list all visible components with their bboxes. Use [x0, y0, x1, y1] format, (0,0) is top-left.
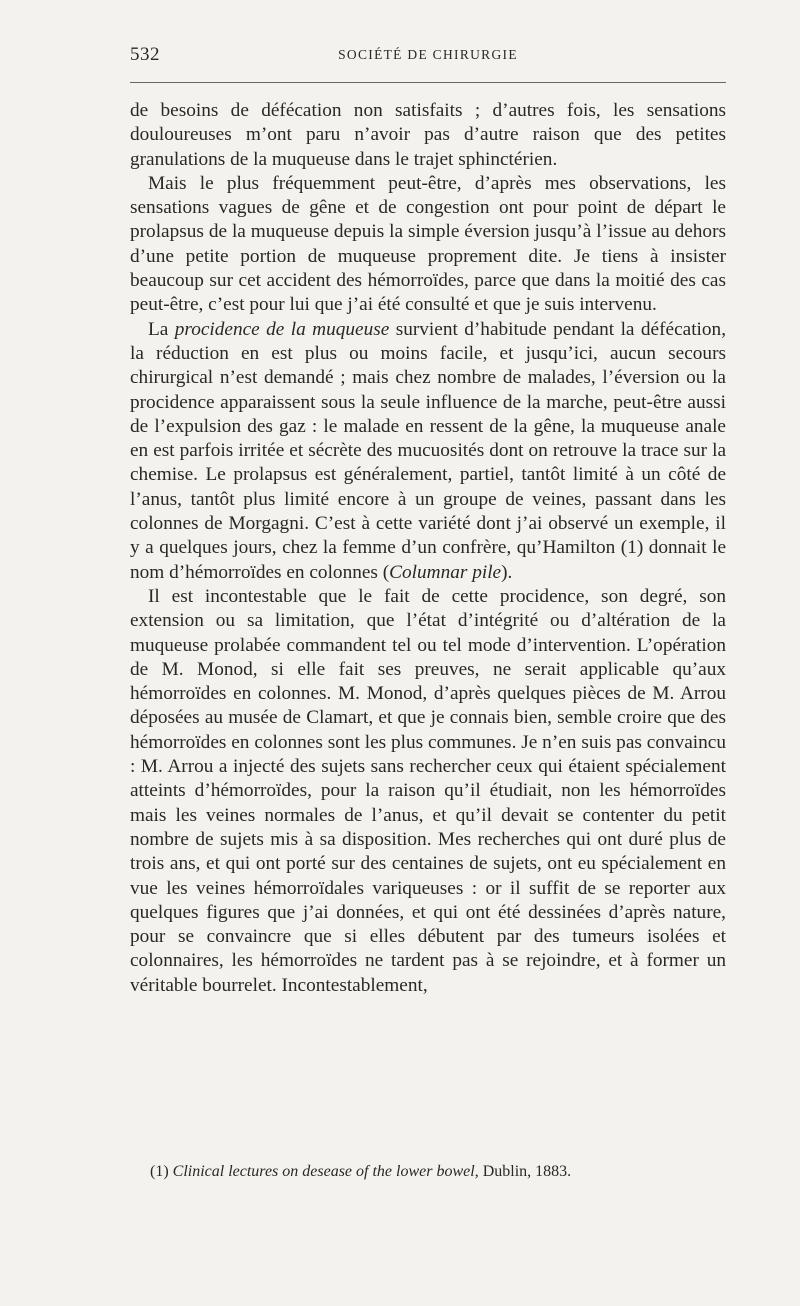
footnote	[150, 1162, 726, 1182]
italic-term-procidence: procidence de la muqueuse	[174, 318, 390, 340]
page-number: 532	[130, 44, 160, 65]
paragraph-procidence	[130, 318, 726, 585]
paragraph-lead: La	[148, 318, 175, 340]
page-header	[130, 44, 726, 66]
header-rule	[130, 82, 726, 83]
running-title: SOCIÉTÉ DE CHIRURGIE	[338, 47, 518, 62]
footnote-title: Clinical lectures on desease of the lower bowel	[172, 1163, 475, 1180]
footnote-marker: (1)	[150, 1163, 173, 1180]
paragraph-continuation: de besoins de défécation non satisfaits ; d’autres fois, les sensations douloureuses m’ont paru n’avoir pas d’autre raison que des petites granulations de la muqueuse dans le trajet sphinctérien.	[130, 100, 726, 170]
footnote-publication: , Dublin, 1883.	[474, 1163, 572, 1180]
paragraph-tail: ).	[501, 561, 513, 583]
paragraph-body: survient d’habitude pendant la défécation, la réduction en est plus ou moins facile, et jusqu’ici, aucun secours chirurgical n’est demandé ; mais chez nombre de malades, l’éversion ou la procidence apparaissent sous la seule influence de la marche, peut-être aussi de l’expulsion des gaz : le malade en ressent de la gêne, la muqueuse anale en est parfois irritée et sécrète des mucuosités dont on retrouve la trace sur la chemise. Le prolapsus est généralement, partiel, tantôt limité à un côté de l’anus, tantôt plus limité encore à un groupe de veines, passant dans les colonnes de Morgagni. C’est à cette variété dont j’ai observé un exemple, il y a quelques jours, chez la femme d’un confrère, qu’Hamilton (1) donnait le nom d’hémorroïdes en colonnes (	[130, 318, 727, 583]
body-text	[130, 99, 726, 998]
italic-term-columnar-pile: Columnar pile	[389, 561, 502, 583]
paragraph-incontestable: Il est incontestable que le fait de cette procidence, son degré, son extension ou sa limitation, que l’état d’intégrité ou d’altération de la muqueuse prolabée commandent tel ou tel mode d’intervention. L’opération de M. Monod, si elle fait ses preuves, ne serait applicable qu’aux hémorroïdes en colonnes. M. Monod, d’après quelques pièces de M. Arrou déposées au musée de Clamart, et que je connais bien, semble croire que des hémorroïdes en colonnes sont les plus communes. Je n’en suis pas convaincu : M. Arrou a injecté des sujets sans rechercher ceux qui étaient spécialement atteints d’hémorroïdes, pour la raison qu’il étudiait, non les hémorroïdes mais les veines normales de l’anus, et qu’il devait se contenter du petit nombre de sujets mis à sa disposition. Mes recherches qui ont duré plus de trois ans, et qui ont porté sur des centaines de sujets, ont eu spécialement en vue les veines hémorroïdales variqueuses : or il suffit de se reporter aux quelques figures que j’ai données, et qui ont été dessinées d’après nature, pour se convaincre que si elles débutent par des tumeurs isolées et colonnaires, les hémorroïdes ne tardent pas à se rejoindre, et à former un véritable bourrelet. Incontestablement,	[130, 585, 726, 996]
paragraph-prolapsus: Mais le plus fréquemment peut-être, d’après mes observations, les sensations vagues de gêne et de congestion ont pour point de départ le prolapsus de la muqueuse depuis la simple éversion jusqu’à l’issue au dehors d’une petite portion de muqueuse proprement dite. Je tiens à insister beaucoup sur cet accident des hémorroïdes, parce que dans la moitié des cas peut-être, c’est pour lui que j’ai été consulté et que je suis intervenu.	[130, 172, 726, 316]
